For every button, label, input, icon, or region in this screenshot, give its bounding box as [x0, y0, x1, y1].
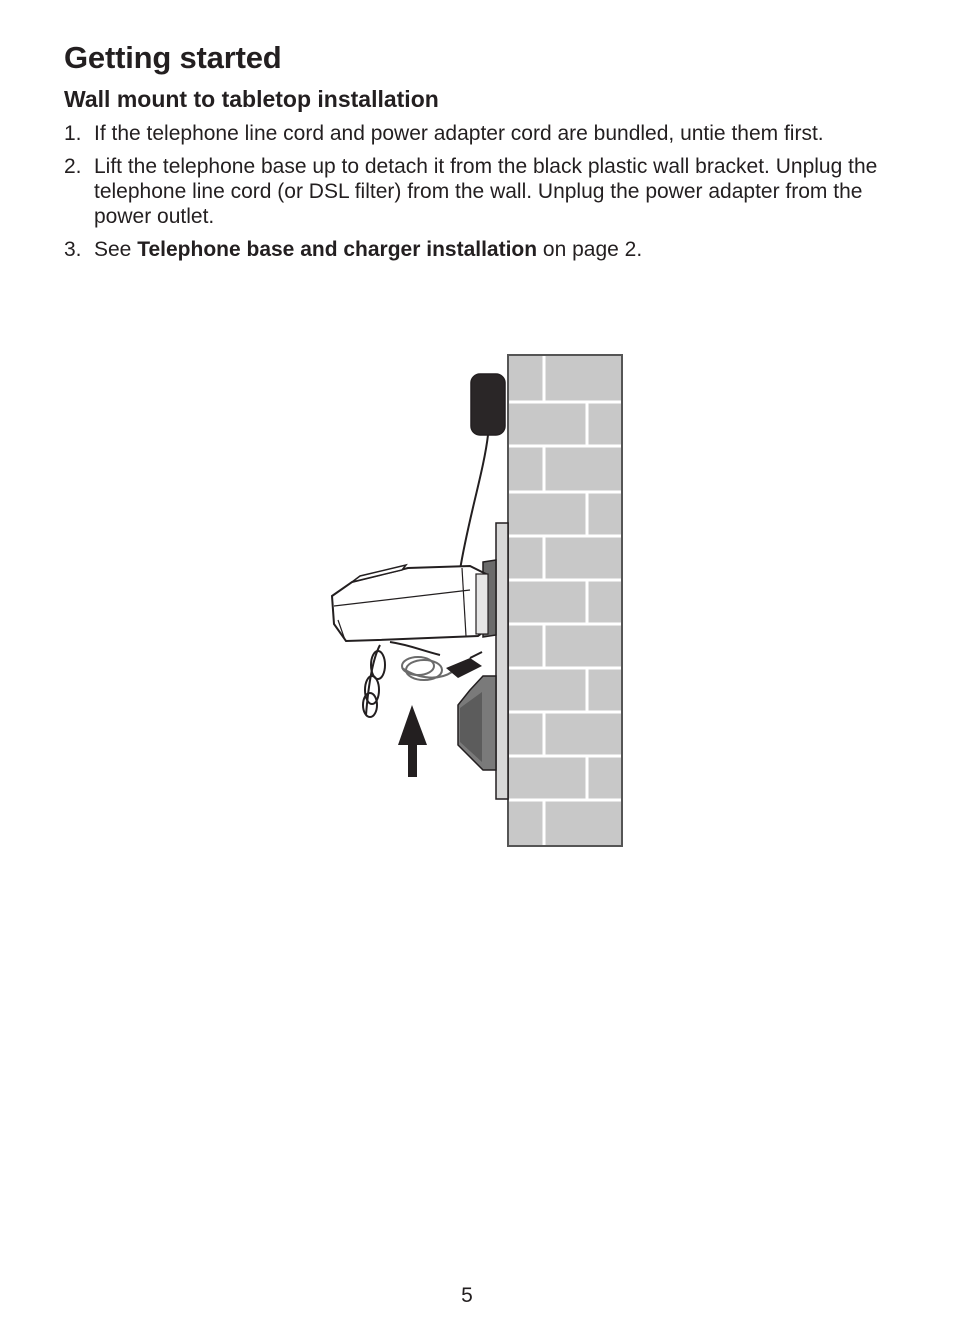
step-text: Lift the telephone base up to detach it from the black plastic wall bracket. Unplug the telephone line cord (or DSL filter) from the wall. Unplug the power adapter from the power outlet. — [94, 155, 878, 228]
step-text-suffix: on page 2. — [537, 238, 643, 261]
telephone-base — [332, 565, 488, 641]
step-number: 2. — [64, 155, 82, 178]
step-text-prefix: See — [94, 238, 138, 261]
section-heading: Wall mount to tabletop installation — [64, 86, 439, 112]
step-1 — [64, 121, 894, 146]
step-number: 3. — [64, 238, 82, 261]
wall-mount-illustration — [320, 345, 640, 855]
dsl-filter — [446, 652, 482, 678]
step-3 — [64, 237, 894, 262]
step-text: If the telephone line cord and power adapter cord are bundled, untie them first. — [94, 122, 824, 145]
cross-reference: Telephone base and charger installation — [137, 238, 538, 261]
wall-jack-plate — [496, 523, 508, 799]
power-adapter-plug — [471, 374, 505, 435]
page-number: 5 — [461, 1284, 473, 1307]
instruction-list — [64, 121, 894, 270]
up-arrow — [398, 705, 427, 777]
step-number: 1. — [64, 122, 82, 145]
step-2 — [64, 154, 894, 229]
page-title: Getting started — [64, 40, 282, 75]
brick-wall — [508, 355, 622, 846]
power-cord — [402, 657, 452, 680]
